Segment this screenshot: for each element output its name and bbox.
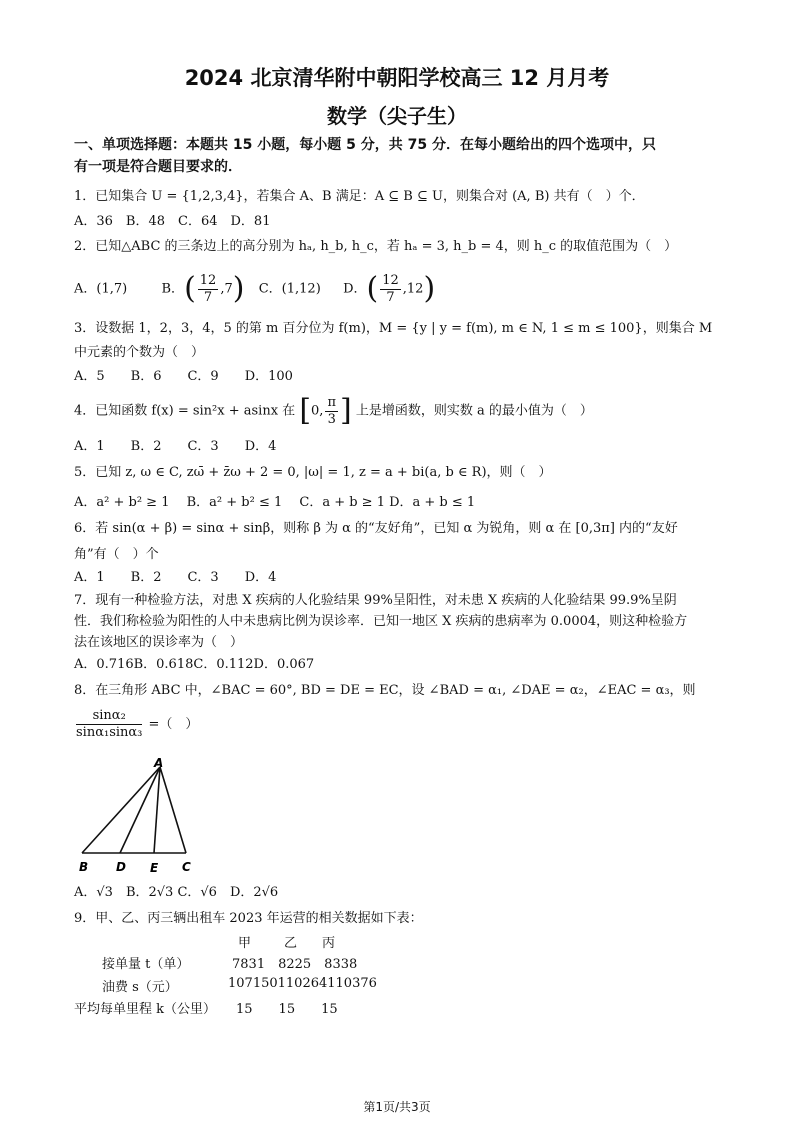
q8-options: A．√3 B．2√3 C．√6 D．2√6 bbox=[74, 885, 279, 900]
q6-stem-line2: 角”有（ ）个 bbox=[74, 547, 159, 562]
page-title: 2024 北京清华附中朝阳学校高三 12 月月考 bbox=[184, 66, 610, 90]
section-heading-line1: 一、单项选择题：本题共 15 小题，每小题 5 分，共 75 分．在每小题给出的四个选项中，只 bbox=[74, 137, 656, 153]
q4-stem: 4．已知函数 f(x) = sin²x + asinx 在 [0, $\frac{\pi}{3}$ ] 上是增函数，则实数 a 的最小值为（ ） bbox=[74, 393, 593, 428]
q9-header-2: 乙 bbox=[284, 936, 298, 951]
q8-fraction: $\frac{\text{sinα₂}}{\text{sinα₁sinα₃}}$ bbox=[76, 708, 143, 740]
segment-ae bbox=[154, 767, 160, 853]
q9-row-label: 接单量 t（单） bbox=[102, 957, 190, 972]
segment-ab bbox=[82, 767, 160, 853]
q9-header-3: 丙 bbox=[322, 936, 336, 951]
q2-options: A．(1,7) B．( $\frac{12}{7}$ ,7) C．(1,12) D．( $\frac{12}{7}$ ,12) bbox=[74, 271, 436, 306]
q3-stem-line2: 中元素的个数为（ ） bbox=[74, 345, 205, 360]
q1-stem: 1．已知集合 U = {1,2,3,4}，若集合 A、B 满足：A ⊆ B ⊆ U，则集合对 (A, B) 共有（ ）个． bbox=[74, 189, 645, 204]
q7-stem-line1: 7．现有一种检验方法，对患 X 疾病的人化验结果 99%呈阳性，对未患 X 疾病的人化验结果 99.9%呈阴 bbox=[74, 593, 677, 608]
q9-stem: 9．甲、乙、丙三辆出租车 2023 年运营的相关数据如下表： bbox=[74, 911, 423, 926]
vertex-d-label: D bbox=[116, 860, 126, 874]
vertex-a-label: A bbox=[154, 756, 164, 770]
vertex-c-label: C bbox=[182, 860, 191, 874]
triangle-figure bbox=[76, 755, 206, 880]
page-footer: 第1页/共3页 bbox=[363, 1100, 431, 1114]
segment-ac bbox=[160, 767, 186, 853]
q1-options: A．36 B．48 C．64 D．81 bbox=[74, 214, 271, 229]
q2-option-a: A．(1,7) bbox=[74, 281, 128, 297]
q6-stem-line1: 6．若 sin(α + β) = sinα + sinβ，则称 β 为 α 的“友好角”，已知 α 为锐角，则 α 在 [0,3π] 内的“友好 bbox=[74, 521, 678, 536]
q8-stem-line1: 8．在三角形 ABC 中，∠BAC = 60°, BD = DE = EC，设 ∠BAD = α₁, ∠DAE = α₂，∠EAC = α₃，则 bbox=[74, 683, 696, 698]
page-subtitle: 数学（尖子生） bbox=[327, 104, 467, 128]
q3-options: A．5 B．6 C．9 D．100 bbox=[74, 369, 293, 384]
section-heading-line2: 有一项是符合题目要求的． bbox=[74, 159, 242, 175]
q9-row-label: 平均每单里程 k（公里） bbox=[74, 1002, 217, 1017]
q4-options: A．1 B．2 C．3 D．4 bbox=[74, 439, 277, 454]
vertex-e-label: E bbox=[150, 861, 159, 875]
q3-stem-line1: 3．设数据 1，2，3，4，5 的第 m 百分位为 f(m)，M = {y | y = f(m), m ∈ N, 1 ≤ m ≤ 100}，则集合 M bbox=[74, 321, 713, 336]
q9-header-1: 甲 bbox=[238, 936, 252, 951]
segment-ad bbox=[120, 767, 160, 853]
q5-options: A．a² + b² ≥ 1 B．a² + b² ≤ 1 C．a + b ≥ 1 D．a + b ≤ 1 bbox=[74, 495, 476, 510]
q2-stem: 2．已知△ABC 的三条边上的高分别为 hₐ, h_b, h_c，若 hₐ = 3, h_b = 4，则 h_c 的取值范围为（ ） bbox=[74, 239, 678, 254]
q9-row-values: 107150110264110376 bbox=[228, 976, 377, 991]
q2-option-b-fraction: $\frac{12}{7}$ bbox=[199, 272, 217, 305]
q8-stem-line2: $\frac{\text{sinα₂}}{\text{sinα₁sinα₃}}$ =（ ） bbox=[76, 708, 199, 740]
q2-option-d-label: D． bbox=[343, 281, 367, 297]
q9-row-values: 15 15 15 bbox=[236, 1002, 338, 1017]
q7-options: A．0.716B．0.618C．0.112D．0.067 bbox=[74, 657, 315, 672]
q6-options: A．1 B．2 C．3 D．4 bbox=[74, 570, 277, 585]
q9-row-label: 油费 s（元） bbox=[102, 980, 178, 995]
q9-row-values: 7831 8225 8338 bbox=[232, 957, 358, 972]
vertex-b-label: B bbox=[79, 860, 89, 874]
q4-interval-fraction: $\frac{\pi}{3}$ bbox=[327, 394, 336, 427]
q2-option-c: C．(1,12) bbox=[258, 281, 321, 297]
q2-option-d-fraction: $\frac{12}{7}$ bbox=[382, 272, 399, 305]
q5-stem: 5．已知 z, ω ∈ C, zω̄ + z̄ω + 2 = 0, |ω| = 1, z = a + bi(a, b ∈ R)，则（ ） bbox=[74, 465, 552, 480]
q7-stem-line3: 法在该地区的误诊率为（ ） bbox=[74, 635, 244, 650]
q7-stem-line2: 性．我们称检验为阳性的人中未患病比例为误诊率．已知一地区 X 疾病的患病率为 0.0004，则这种检验方 bbox=[74, 614, 688, 629]
q2-option-b-label: B． bbox=[161, 281, 185, 297]
